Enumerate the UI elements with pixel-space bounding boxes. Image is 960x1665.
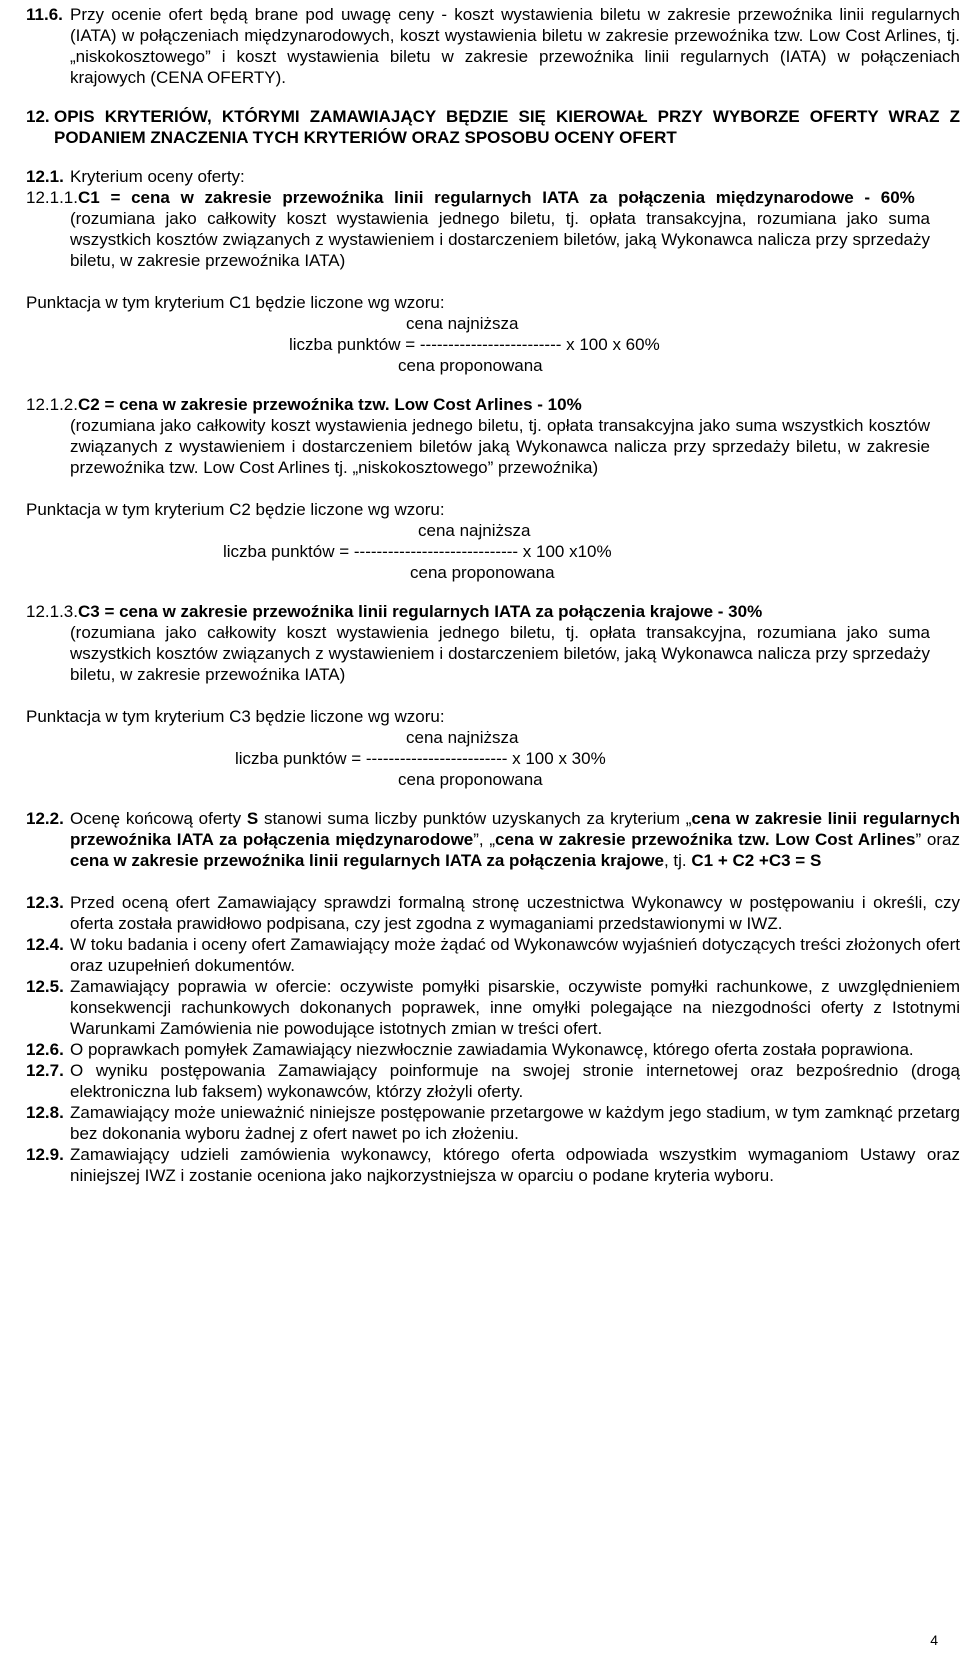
section-text: Przy ocenie ofert będą brane pod uwagę ceny - koszt wystawienia biletu w zakresie przewoźnika linii regularnych (IATA) w połączeniach międzynarodowych, koszt wystawienia biletu w zakresie przewoźnika tzw. Low Cost Arlines, tj. „niskokosztowego” i koszt wystawienia biletu w zakresie przewoźnika linii regularnych (IATA) w połączeniach krajowych (CENA OFERTY).: [70, 5, 960, 87]
formula-numerator: cena najniższa: [406, 314, 519, 333]
scoring-label: Punktacja w tym kryterium C1 będzie liczone wg wzoru:: [26, 293, 445, 312]
text-run: ”, „: [473, 830, 496, 849]
section-number: 12.5.: [26, 977, 64, 996]
text-run: stanowi suma liczby punktów uzyskanych za kryterium „: [258, 809, 692, 828]
section-text: Zamawiający udzieli zamówienia wykonawcy, którego oferta odpowiada wszystkim wymaganiom Ustawy oraz niniejszej IWZ i zostanie oceniona jako najkorzystniejsza w oparciu o podane kryteria wyboru.: [70, 1145, 960, 1185]
section-11-6: [26, 4, 960, 88]
formula-expression: liczba punktów = ------------------------- x 100 x 60%: [289, 335, 660, 354]
formula-numerator: cena najniższa: [406, 728, 519, 747]
formula-denominator: cena proponowana: [398, 356, 543, 375]
section-12-8: [26, 1102, 960, 1144]
text-run: cena w zakresie przewoźnika tzw. Low Cost Arlines: [495, 830, 916, 849]
section-text: Kryterium oceny oferty:: [70, 167, 245, 186]
section-number: 12.: [26, 107, 50, 126]
section-12-4: [26, 934, 960, 976]
section-text: Zamawiający poprawia w ofercie: oczywiste pomyłki pisarskie, oczywiste pomyłki rachunkowe, z uwzględnieniem konsekwencji rachunkowych dokonanych poprawek, inne omyłki polegające na niezgodności oferty z Istotnymi Warunkami Zamówienia nie powodujące istotnych zmian w treści ofert.: [70, 977, 960, 1038]
criterion-c2: [26, 394, 960, 415]
formula-denominator: cena proponowana: [398, 770, 543, 789]
text-run: cena w zakresie linii regularnych przewoźnika IATA za połączenia międzynarodowe: [70, 809, 960, 849]
text-run: cena w zakresie przewoźnika linii regularnych IATA za połączenia krajowe: [70, 851, 664, 870]
section-12-5: [26, 976, 960, 1039]
criterion-number: 12.1.1.: [26, 188, 78, 207]
section-text: Zamawiający może unieważnić niniejsze postępowanie przetargowe w każdym jego stadium, w tym zamknąć przetarg bez dokonania wyboru żadnej z ofert nawet po ich złożeniu.: [70, 1103, 960, 1143]
criterion-title: C2 = cena w zakresie przewoźnika tzw. Low Cost Arlines - 10%: [78, 395, 582, 414]
formula-expression: liczba punktów = ------------------------- x 100 x 30%: [235, 749, 606, 768]
criterion-c3: [26, 601, 960, 622]
section-text: W toku badania i oceny ofert Zamawiający może żądać od Wykonawców wyjaśnień dotyczących treści złożonych ofert oraz uzupełnień dokumentów.: [70, 935, 960, 975]
section-12-heading: [26, 106, 960, 148]
formula-c2: [26, 520, 960, 583]
text-run: ” oraz: [915, 830, 960, 849]
formula-expression: liczba punktów = ----------------------------- x 100 x10%: [223, 542, 612, 561]
section-text: Przed oceną ofert Zamawiający sprawdzi formalną stronę uczestnictwa Wykonawcy w postępowaniu i określi, czy oferta została prawidłowo podpisana, czy jest zgodna z wymaganiami przedstawionymi w IWZ.: [70, 893, 960, 933]
criterion-title: C1 = cena w zakresie przewoźnika linii regularnych IATA za połączenia międzynarodowe - 60%: [78, 188, 915, 207]
criterion-number: 12.1.2.: [26, 395, 78, 414]
formula-c1: [26, 313, 960, 376]
section-number: 12.3.: [26, 893, 64, 912]
text-run: C1 + C2 +C3 = S: [691, 851, 822, 870]
text-run: , tj.: [663, 851, 692, 870]
section-text: [70, 808, 960, 871]
text-run: S: [246, 809, 259, 828]
section-number: 12.4.: [26, 935, 64, 954]
section-12-2: [26, 808, 960, 871]
section-number: 12.6.: [26, 1040, 64, 1059]
page-number: 4: [930, 1632, 938, 1648]
section-12-3: [26, 892, 960, 934]
section-text: O poprawkach pomyłek Zamawiający niezwłocznie zawiadamia Wykonawcę, którego oferta została poprawiona.: [70, 1040, 914, 1059]
criterion-description: (rozumiana jako całkowity koszt wystawienia jednego biletu, tj. opłata transakcyjna, rozumiana jako suma wszystkich kosztów związanych z wystawieniem i dostarczeniem biletów, jaką Wykonawca nalicza przy sprzedaży biletu, w zakresie przewoźnika IATA): [70, 209, 930, 270]
section-number: 12.9.: [26, 1145, 64, 1164]
formula-c3: [26, 727, 960, 790]
criterion-title: C3 = cena w zakresie przewoźnika linii regularnych IATA za połączenia krajowe - 30%: [78, 602, 763, 621]
section-number: 12.2.: [26, 809, 64, 828]
criterion-description: (rozumiana jako całkowity koszt wystawienia jednego biletu, tj. opłata transakcyjna, rozumiana jako suma wszystkich kosztów związanych z wystawieniem i dostarczeniem biletów, jaką Wykonawca nalicza przy sprzedaży biletu, w zakresie przewoźnika IATA): [70, 623, 930, 684]
section-number: 12.1.: [26, 167, 64, 186]
section-12-6: [26, 1039, 960, 1060]
formula-numerator: cena najniższa: [418, 521, 531, 540]
criterion-number: 12.1.3.: [26, 602, 78, 621]
section-text: O wyniku postępowania Zamawiający poinformuje na swojej stronie internetowej oraz bezpośrednio (drogą elektroniczna lub faksem) wykonawców, którzy złożyli oferty.: [70, 1061, 960, 1101]
section-number: 12.8.: [26, 1103, 64, 1122]
section-heading: OPIS KRYTERIÓW, KTÓRYMI ZAMAWIAJĄCY BĘDZIE SIĘ KIEROWAŁ PRZY WYBORZE OFERTY WRAZ Z PODANIEM ZNACZENIA TYCH KRYTERIÓW ORAZ SPOSOBU OCENY OFERT: [54, 107, 960, 147]
section-12-1: [26, 166, 960, 187]
text-run: Ocenę końcową oferty: [70, 809, 247, 828]
criterion-description: (rozumiana jako całkowity koszt wystawienia jednego biletu, tj. opłata transakcyjna jako suma wszystkich kosztów związanych z wystawieniem i dostarczeniem biletów jaką Wykonawca nalicza przy sprzedaży biletu, w zakresie przewoźnika tzw. Low Cost Arlines tj. „niskokosztowego” przewoźnika): [70, 416, 930, 477]
section-number: 12.7.: [26, 1061, 64, 1080]
section-number: 11.6.: [26, 5, 63, 24]
document-content: [0, 4, 960, 1186]
scoring-label: Punktacja w tym kryterium C3 będzie liczone wg wzoru:: [26, 707, 445, 726]
criterion-c1: [26, 187, 960, 208]
section-12-7: [26, 1060, 960, 1102]
section-12-9: [26, 1144, 960, 1186]
formula-denominator: cena proponowana: [410, 563, 555, 582]
scoring-label: Punktacja w tym kryterium C2 będzie liczone wg wzoru:: [26, 500, 445, 519]
